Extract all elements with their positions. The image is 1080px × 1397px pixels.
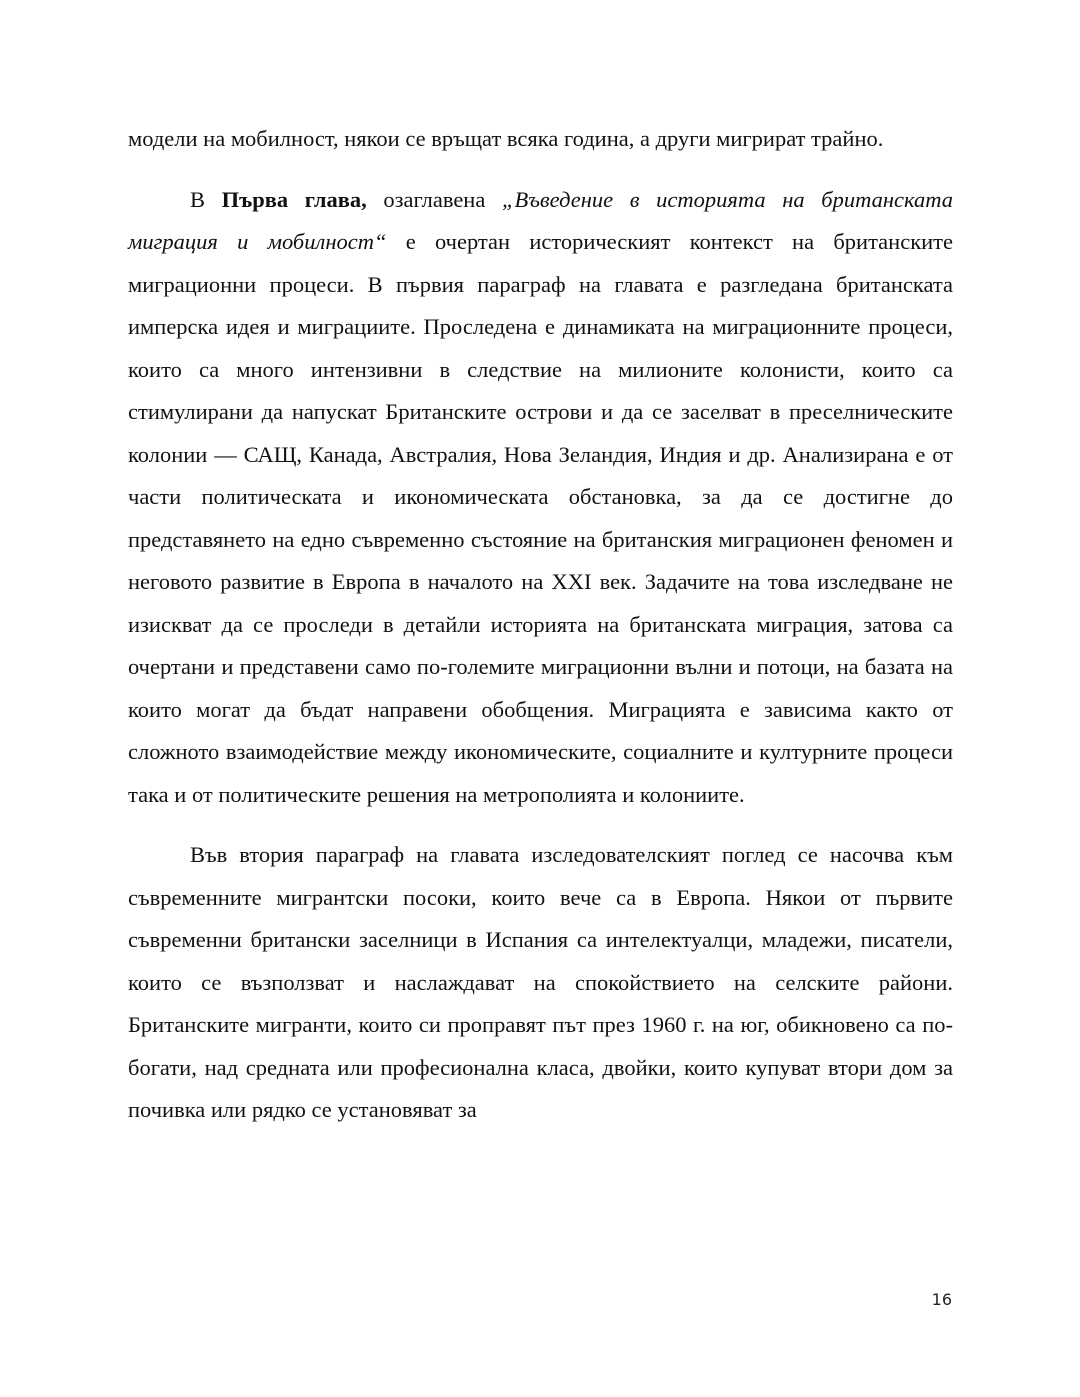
paragraph-second-section xyxy=(128,834,953,1132)
paragraph-chapter-one xyxy=(128,179,953,817)
paragraph-text: модели на мобилност, някои се връщат всяка година, а други мигрират трайно. xyxy=(128,126,884,151)
paragraph-text: е очертан историческият контекст на британските миграционни процеси. В първия параграф на главата е разгледана британската имперска идея и миграциите. Проследена е динамиката на миграционните процеси, които са много интензивни в следствие на милионите колонисти, които са стимулирани да напускат Британските острови и да се заселват в преселническите колонии — САЩ, Канада, Австралия, Нова Зеландия, Индия и др. Анализирана е от части политическата и икономическата обстановка, за да се достигне до представянето на едно съвременно състояние на британския миграционен феномен и неговото развитие в Европа в началото на XXI век. Задачите на това изследване не изискват да се проследи в детайли историята на британската миграция, затова са очертани и представени само по-големите миграционни вълни и потоци, на базата на които могат да бъдат направени обобщения. Миграцията е зависима както от сложното взаимодействие между икономическите, социалните и културните процеси така и от политическите решения на метрополията и колониите. xyxy=(128,229,953,807)
paragraph-text: Във втория параграф на главата изследователският поглед се насочва към съвременните мигрантски посоки, които вече са в Европа. Някои от първите съвременни британски заселници в Испания са интелектуалци, младежи, писатели, които се възползват и наслаждават на спокойствието на селските райони. Британските мигранти, които си проправят път през 1960 г. на юг, обикновено са по-богати, над средната или професионална класа, двойки, които купуват втори дом за почивка или рядко се установяват за xyxy=(128,842,953,1122)
body-text xyxy=(128,118,953,1132)
page-number: 16 xyxy=(931,1290,952,1309)
chapter-heading-bold: Първа глава, xyxy=(221,186,367,212)
paragraph-lead: В xyxy=(190,186,222,212)
paragraph-connector: озаглавена xyxy=(366,186,502,212)
chapter-title-italic: „Въведение в историята на британската миграция и мобилност“ xyxy=(128,186,954,254)
paragraph-continuation xyxy=(128,118,953,161)
